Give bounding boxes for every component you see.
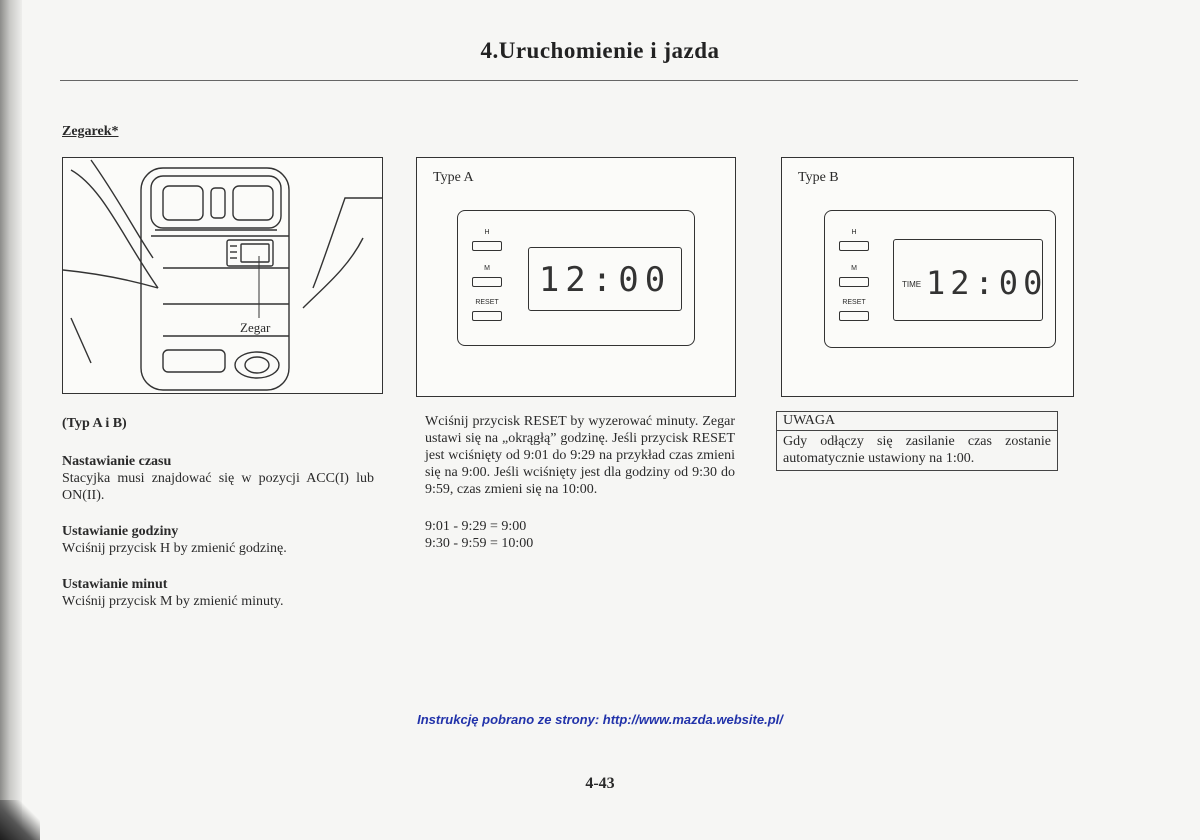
type-b-reset-label: RESET [842, 299, 866, 306]
type-b-figure [781, 157, 1074, 397]
type-b-h-label: H [851, 229, 857, 236]
middle-column [425, 413, 735, 552]
type-b-clock-unit [824, 210, 1056, 348]
type-b-time-label: TIME [902, 280, 922, 289]
type-a-m-button[interactable] [472, 277, 502, 287]
example-1: 9:01 - 9:29 = 9:00 [425, 519, 527, 534]
type-b-display [893, 239, 1048, 321]
type-a-label: Type A [433, 170, 474, 185]
page-corner-shadow [0, 800, 40, 840]
type-b-time: 12:00 [926, 264, 1048, 302]
reset-paragraph: Wciśnij przycisk RESET by wyzerować minuty. Zegar ustawi się na „okrągłą” godzinę. Jeśli przycisk RESET jest wciśnięty od 9:01 do 9:29 na przykład czas zmieni się na 9:00. Jeśli wciśnięty jest dla godziny od 9:30 do 9:59, czas zmieni się na 10:00. [425, 414, 735, 497]
type-a-time: 12:00 [538, 260, 672, 300]
clock-label: Zegar [240, 320, 271, 335]
type-b-h-button[interactable] [839, 241, 869, 251]
type-a-reset-button[interactable] [472, 311, 502, 321]
example-2: 9:30 - 9:59 = 10:00 [425, 536, 534, 551]
left-column [62, 416, 374, 610]
type-b-reset-button[interactable] [839, 311, 869, 321]
note-text: Gdy odłączy się zasilanie czas zostanie automatycznie ustawiony na 1:00. [783, 434, 1051, 466]
type-a-display [528, 247, 682, 311]
page-number: 4-43 [585, 775, 615, 792]
dashboard-figure [62, 157, 383, 394]
type-b-m-button[interactable] [839, 277, 869, 287]
dashboard-illustration [63, 158, 382, 393]
type-b-m-label: M [851, 265, 857, 272]
set-time-text: Stacyjka musi znajdować się w pozycji ACC(I) lub ON(II). [62, 471, 374, 503]
set-time-heading: Nastawianie czasu [62, 454, 172, 469]
type-b-label: Type B [798, 170, 839, 185]
note-heading: UWAGA [777, 412, 1057, 431]
page-title: 4.Uruchomienie i jazda [480, 38, 720, 63]
type-a-clock-unit [457, 210, 695, 346]
minutes-text: Wciśnij przycisk M by zmienić minuty. [62, 594, 284, 609]
section-title: Zegarek* [62, 124, 119, 139]
type-a-figure [416, 157, 736, 397]
type-a-h-label: H [484, 229, 490, 236]
type-a-reset-label: RESET [475, 299, 499, 306]
type-heading: (Typ A i B) [62, 416, 127, 431]
type-a-h-button[interactable] [472, 241, 502, 251]
header-rule [60, 80, 1078, 81]
hours-heading: Ustawianie godziny [62, 524, 179, 539]
type-a-m-label: M [484, 265, 490, 272]
minutes-heading: Ustawianie minut [62, 577, 168, 592]
note-box [776, 411, 1058, 471]
source-link[interactable]: Instrukcję pobrano ze strony: http://www.mazda.website.pl/ [417, 712, 783, 727]
hours-text: Wciśnij przycisk H by zmienić godzinę. [62, 541, 287, 556]
